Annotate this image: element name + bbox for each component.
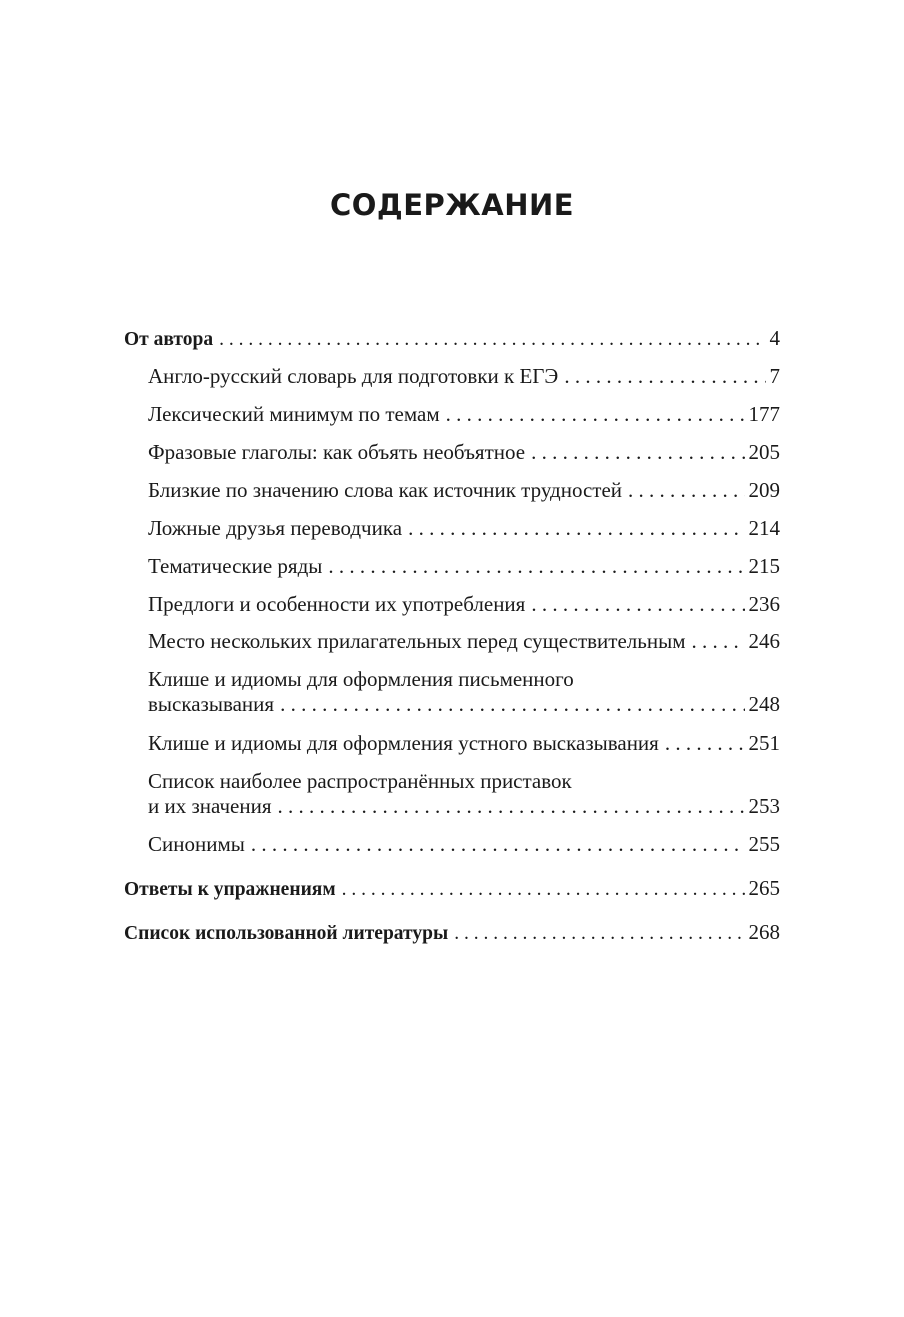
toc-entry-page: 214 xyxy=(748,516,780,540)
toc-leader-dots xyxy=(251,832,745,857)
toc-entry-label-line1: Клише и идиомы для оформления письменного xyxy=(148,667,574,691)
toc-entry-label: Клише и идиомы для оформления устного высказывания xyxy=(148,731,659,755)
toc-entry-label: Предлоги и особенности их употребления xyxy=(148,592,526,616)
toc-entry-label: Англо-русский словарь для подготовки к ЕГЭ xyxy=(148,364,559,388)
toc-entry-page: 255 xyxy=(748,832,780,856)
toc-entry-lexical-minimum xyxy=(124,402,780,427)
toc-entry-label-line1: Список наиболее распространённых приставок xyxy=(148,769,572,793)
toc-entry-page: 209 xyxy=(748,478,780,502)
toc-entry-bibliography xyxy=(124,920,780,946)
toc-entry-page: 177 xyxy=(748,402,780,426)
toc-entry-label: От автора xyxy=(124,329,214,350)
toc-entry-written-cliches xyxy=(124,667,780,717)
toc-entry-synonyms xyxy=(124,832,780,857)
toc-leader-dots xyxy=(531,440,744,465)
toc-leader-dots xyxy=(454,921,744,946)
toc-entry-label: Тематические ряды xyxy=(148,554,323,578)
toc-entry-page: 7 xyxy=(769,364,780,388)
toc-entry-prefixes xyxy=(124,769,780,819)
toc-entry-label: Ответы к упражнениям xyxy=(124,879,336,900)
toc-entry-page: 246 xyxy=(748,629,780,653)
toc-entry-label: Список использованной литературы xyxy=(124,923,449,944)
toc-entry-adjective-order xyxy=(124,629,780,654)
toc-leader-dots xyxy=(408,516,744,541)
toc-entry-label: Фразовые глаголы: как объять необъятное xyxy=(148,440,526,464)
toc-leader-dots xyxy=(628,478,744,503)
toc-entry-page: 236 xyxy=(748,592,780,616)
toc-entry-line2 xyxy=(148,794,780,819)
toc-entry-from-author xyxy=(124,326,780,352)
toc-leader-dots xyxy=(219,327,765,352)
toc-entry-label-line2: высказывания xyxy=(148,692,275,716)
toc-entry-page: 253 xyxy=(748,794,780,818)
toc-entry-label: Ложные друзья переводчика xyxy=(148,516,403,540)
toc-entry-line2 xyxy=(148,692,780,717)
toc-entry-page: 205 xyxy=(748,440,780,464)
toc-entry-oral-cliches xyxy=(124,731,780,756)
toc-leader-dots xyxy=(328,554,744,579)
page-title: СОДЕРЖАНИЕ xyxy=(329,188,575,222)
toc-entry-label-line2: и их значения xyxy=(148,794,272,818)
toc-leader-dots xyxy=(531,592,744,617)
toc-entry-answers xyxy=(124,876,780,902)
toc-entry-label: Синонимы xyxy=(148,832,245,856)
toc-entry-label: Лексический минимум по темам xyxy=(148,402,440,426)
toc-entry-page: 265 xyxy=(748,876,780,900)
toc-leader-dots xyxy=(278,794,745,819)
toc-entry-page: 215 xyxy=(748,554,780,578)
toc-entry-page: 251 xyxy=(748,731,780,755)
toc-entry-prepositions xyxy=(124,592,780,617)
toc-entry-label: Близкие по значению слова как источник трудностей xyxy=(148,478,623,502)
toc-leader-dots xyxy=(280,692,744,717)
toc-leader-dots xyxy=(446,402,745,427)
toc-entry-label: Место нескольких прилагательных перед существительным xyxy=(148,629,686,653)
toc-entry-thematic-series xyxy=(124,554,780,579)
toc-entry-page: 248 xyxy=(748,692,780,716)
toc-entry-dictionary xyxy=(124,364,780,389)
toc-entry-page: 268 xyxy=(748,920,780,944)
toc-leader-dots xyxy=(691,629,744,654)
toc-leader-dots xyxy=(665,731,745,756)
toc-leader-dots xyxy=(564,364,765,389)
toc-entry-false-friends xyxy=(124,516,780,541)
toc-leader-dots xyxy=(342,877,745,902)
toc-entry-phrasal-verbs xyxy=(124,440,780,465)
toc-entry-similar-words xyxy=(124,478,780,503)
toc-entry-page: 4 xyxy=(769,326,780,350)
